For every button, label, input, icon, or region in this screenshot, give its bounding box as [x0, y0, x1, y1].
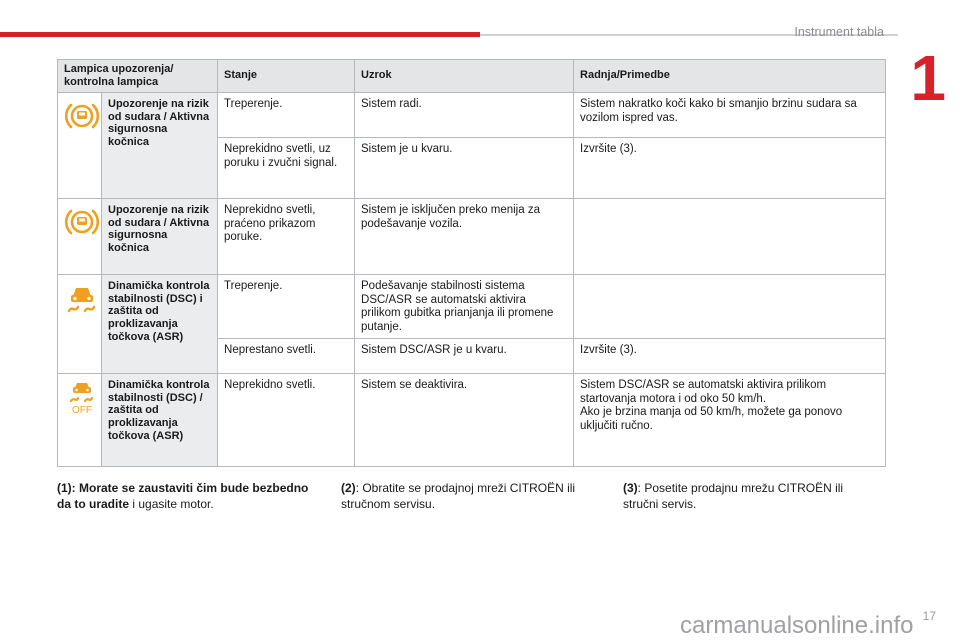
state-cell: Neprekidno svetli.: [218, 374, 355, 467]
footnote-2: [341, 480, 596, 512]
lamp-icon-cell: [58, 374, 102, 467]
cause-cell: Sistem DSC/ASR je u kvaru.: [355, 339, 574, 374]
footnote-marker: (3): [623, 481, 638, 495]
table-header-row: [58, 60, 886, 93]
page-number: 17: [922, 609, 936, 623]
action-cell: Izvršite (3).: [574, 137, 886, 198]
footnote-marker: (1): [57, 481, 72, 495]
collision-warning-icon: [64, 98, 100, 134]
footnote-bold-text: : Morate se zaustaviti čim bude bezbedno da to uradite: [57, 481, 309, 512]
action-cell: Sistem DSC/ASR se automatski aktivira prilikom startovanja motora i od oko 50 km/h. Ako je brzina manja od 50 km/h, možete ga ponovo uključiti ručno.: [574, 374, 886, 467]
watermark: carmanualsonline.info: [680, 612, 914, 639]
chapter-number: 1: [910, 42, 946, 114]
stability-control-icon: [64, 280, 100, 316]
footnote-text: i ugasite motor.: [129, 497, 214, 512]
cause-cell: Sistem je u kvaru.: [355, 137, 574, 198]
footnote-marker: (2): [341, 481, 356, 495]
lamp-name: Upozorenje na rizik od sudara / Aktivna sigurnosna kočnica: [102, 198, 218, 274]
column-header: Radnja/Primedbe: [574, 60, 886, 93]
column-header: Uzrok: [355, 60, 574, 93]
footnote-3: [623, 480, 878, 512]
header-accent-bar: [0, 32, 480, 37]
column-header: Stanje: [218, 60, 355, 93]
state-cell: Neprestano svetli.: [218, 339, 355, 374]
cause-cell: Sistem je isključen preko menija za podešavanje vozila.: [355, 198, 574, 274]
lamp-icon-cell: [58, 92, 102, 198]
cause-cell: Sistem radi.: [355, 92, 574, 137]
state-cell: Treperenje.: [218, 92, 355, 137]
cause-cell: Podešavanje stabilnosti sistema DSC/ASR se automatski aktivira prilikom gubitka prianjanja ili promene putanje.: [355, 274, 574, 338]
state-cell: Treperenje.: [218, 274, 355, 338]
warning-lamps-table: [57, 59, 886, 467]
footnote-text: : Obratite se prodajnoj mreži CITROËN ili stručnom servisu.: [341, 481, 576, 512]
action-cell: [574, 198, 886, 274]
off-label: OFF: [72, 405, 92, 416]
cause-cell: Sistem se deaktivira.: [355, 374, 574, 467]
lamp-icon-cell: [58, 198, 102, 274]
stability-control-off-icon: [64, 379, 100, 415]
footnote-text: : Posetite prodajnu mrežu CITROËN ili stručni servis.: [623, 481, 844, 512]
collision-warning-icon: [64, 204, 100, 240]
column-header: Lampica upozorenja/ kontrolna lampica: [58, 60, 218, 93]
table-row: [58, 92, 886, 137]
action-cell: Izvršite (3).: [574, 339, 886, 374]
table-row: [58, 274, 886, 338]
section-title: Instrument tabla: [794, 25, 884, 39]
action-cell: [574, 274, 886, 338]
table-row: [58, 198, 886, 274]
state-cell: Neprekidno svetli, uz poruku i zvučni signal.: [218, 137, 355, 198]
lamp-name: Dinamička kontrola stabilnosti (DSC) / zaštita od proklizavanja točkova (ASR): [102, 374, 218, 467]
action-cell: Sistem nakratko koči kako bi smanjio brzinu sudara sa vozilom ispred vas.: [574, 92, 886, 137]
lamp-icon-cell: [58, 274, 102, 373]
footnote-1: [57, 480, 312, 512]
state-cell: Neprekidno svetli, praćeno prikazom poruke.: [218, 198, 355, 274]
table-row: [58, 374, 886, 467]
lamp-name: Upozorenje na rizik od sudara / Aktivna sigurnosna kočnica: [102, 92, 218, 198]
lamp-name: Dinamička kontrola stabilnosti (DSC) i zaštita od proklizavanja točkova (ASR): [102, 274, 218, 373]
